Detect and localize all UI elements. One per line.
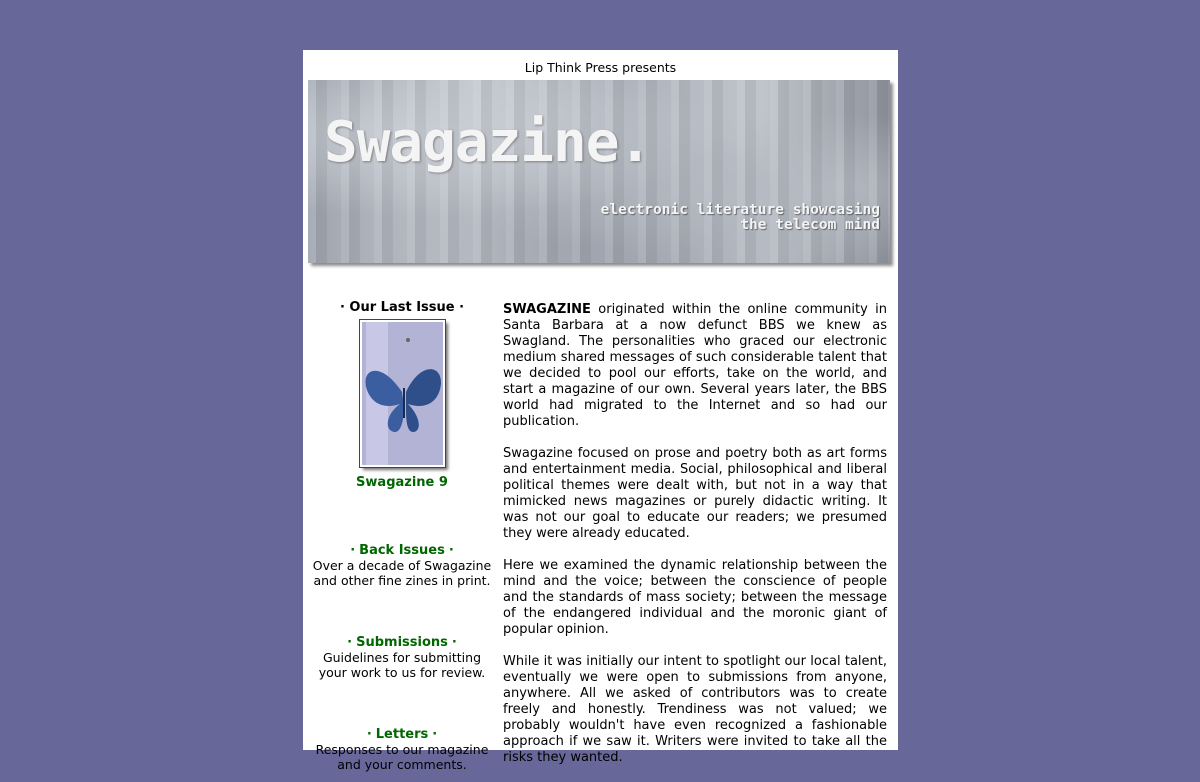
intro-paragraph-text: originated within the online community in Santa Barbara at a now defunct BBS we knew as Swagland. The personalities who graced our electronic medium shared messages of such considerable talent that we decided to pool our efforts, take on the world, and start a magazine of our own. Several years later, the BBS world had migrated to the Internet and so had our publication. xyxy=(503,302,887,429)
bullet: · xyxy=(448,543,454,558)
banner-tagline xyxy=(601,203,880,233)
sidebar-section-submissions xyxy=(303,634,501,680)
page-container xyxy=(303,50,898,772)
intro-paragraph xyxy=(503,302,887,430)
last-issue-link[interactable]: Swagazine 9 xyxy=(356,475,448,490)
focus-paragraph: Swagazine focused on prose and poetry both as art forms and entertainment media. Social, philosophical and liberal political themes were dealt with, but not in a way that mimicked news magazines or purely didactic writing. It was not our goal to educate our readers; we presumed they were already educated. xyxy=(503,446,887,541)
submissions-desc-line2: your work to us for review. xyxy=(318,665,486,680)
back-issues-desc-line2: and other fine zines in print. xyxy=(313,573,491,588)
banner-title: Swagazine. xyxy=(324,110,652,175)
letters-desc-line2: and your comments. xyxy=(337,757,467,772)
main-content xyxy=(503,302,887,782)
banner-tagline-line2: the telecom mind xyxy=(740,217,880,233)
bullet: · xyxy=(347,635,353,650)
back-issues-desc-line1: Over a decade of Swagazine xyxy=(312,558,492,573)
intent-paragraph: While it was initially our intent to spotlight our local talent, eventually we were open to submissions from anyone, anywhere. All we asked of contributors was to create freely and honestly. Trendiness was not valued; we probably wouldn't have even recognized a fashionable approach if we saw it. Writers were invited to take all the risks they wanted. xyxy=(503,654,887,765)
butterfly-icon xyxy=(362,322,443,465)
sidebar xyxy=(303,300,501,772)
swagazine-banner xyxy=(308,80,890,263)
bullet: · xyxy=(366,727,372,742)
bullet: · xyxy=(451,635,457,650)
last-issue-cover-image[interactable] xyxy=(360,320,445,467)
letters-desc-line1: Responses to our magazine xyxy=(315,742,489,757)
bullet: · xyxy=(432,727,438,742)
back-issues-link[interactable]: Back Issues xyxy=(359,543,445,558)
sidebar-section-letters xyxy=(303,726,501,772)
letters-link[interactable]: Letters xyxy=(375,727,429,742)
bullet: · xyxy=(350,543,356,558)
submissions-desc-line1: Guidelines for submitting xyxy=(322,650,482,665)
examined-paragraph: Here we examined the dynamic relationship between the mind and the voice; between the conscience of people and the standards of mass society; between the message of the endangered individual and the moronic giant of popular opinion. xyxy=(503,558,887,637)
presents-text: Lip Think Press presents xyxy=(524,60,677,75)
banner-tagline-line1: electronic literature showcasing xyxy=(600,202,880,218)
sidebar-section-back-issues xyxy=(303,542,501,588)
swagazine-lead: SWAGAZINE xyxy=(503,302,591,317)
submissions-link[interactable]: Submissions xyxy=(356,635,448,650)
last-issue-heading: · Our Last Issue · xyxy=(339,300,465,315)
